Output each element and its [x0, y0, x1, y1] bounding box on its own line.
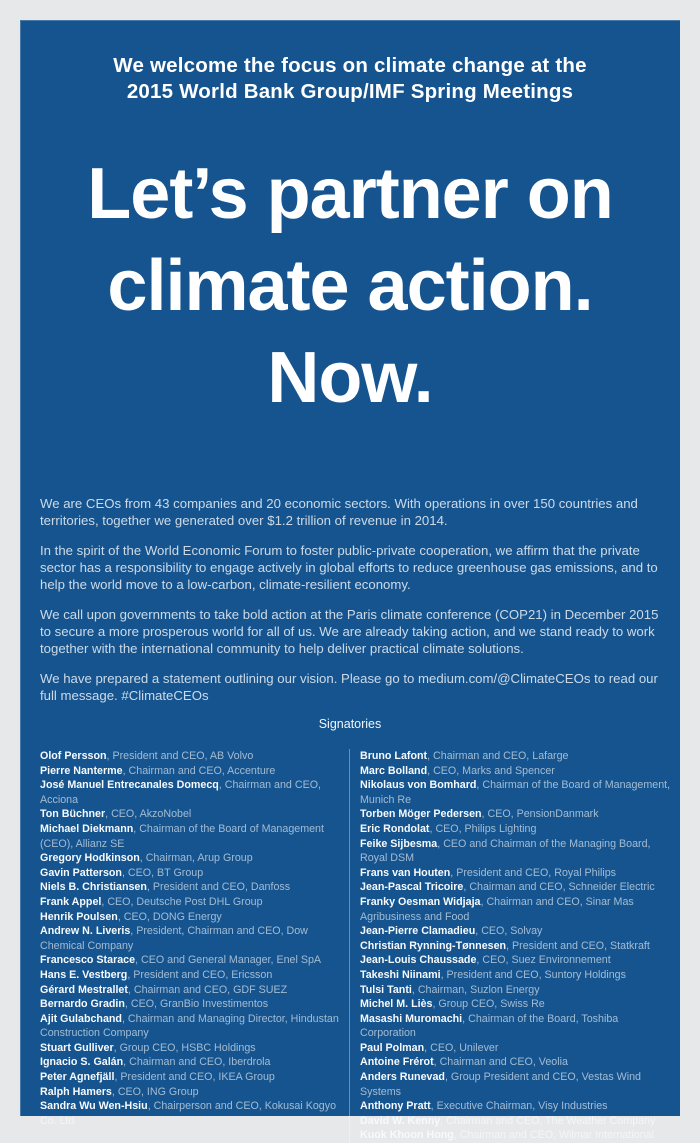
signatory-title: , CEO and General Manager, Enel SpA — [135, 954, 321, 966]
signatory-title: , CEO, Solvay — [475, 925, 542, 937]
signatory-item — [40, 866, 349, 881]
signatory-item — [360, 924, 673, 939]
signatory-item — [360, 807, 673, 822]
signatory-title: , Chairman and Managing Director, Hindustan Construction Company — [40, 1013, 339, 1040]
signatory-name: Anthony Pratt — [360, 1100, 431, 1113]
signatory-name: Masashi Muromachi — [360, 1012, 463, 1025]
signatory-title: , CEO, AkzoNobel — [105, 808, 191, 820]
body-copy — [40, 495, 660, 704]
signatory-name: Takeshi Niinami — [360, 968, 441, 981]
signatory-name: Bernardo Gradin — [40, 998, 125, 1011]
header-line-1: We welcome the focus on climate change at the — [113, 54, 587, 77]
signatory-name: Paul Polman — [360, 1041, 425, 1054]
signatory-title: , Chairman and CEO, Veolia — [434, 1056, 568, 1068]
headline-line-2: climate action. — [107, 246, 593, 326]
signatory-name: Ignacio S. Galán — [40, 1056, 124, 1069]
signatory-item — [40, 1070, 349, 1085]
signatory-item — [360, 953, 673, 968]
signatory-item — [40, 895, 349, 910]
headline-line-1: Let’s partner on — [87, 154, 613, 234]
signatories-heading: Signatories — [318, 717, 382, 731]
signatory-name: Tulsi Tanti — [360, 983, 412, 996]
signatory-item — [360, 866, 673, 881]
signatory-name: Niels B. Christiansen — [40, 881, 147, 894]
headline-line-3: Now. — [267, 338, 433, 418]
signatory-title: , Chairman and CEO, Wilmar International — [454, 1129, 654, 1141]
signatory-item — [360, 749, 673, 764]
signatory-name: Antoine Frérot — [360, 1056, 434, 1069]
signatory-name: Gavin Patterson — [40, 866, 122, 879]
signatory-title: , Chairman and CEO, Lafarge — [427, 750, 568, 762]
signatory-item — [360, 1012, 673, 1041]
signatory-item — [40, 910, 349, 925]
signatory-name: Anders Runevad — [360, 1071, 445, 1084]
signatory-title: , Chairman of the Board of Management, Munich Re — [360, 779, 670, 806]
signatory-title: , Group CEO, Swiss Re — [432, 998, 544, 1010]
signatory-name: Gérard Mestrallet — [40, 983, 128, 996]
signatory-item — [40, 749, 349, 764]
signatory-name: Francesco Starace — [40, 954, 136, 967]
signatory-title: , Group President and CEO, Vestas Wind Systems — [360, 1071, 641, 1098]
signatory-item — [360, 837, 673, 866]
signatory-title: , Chairman and CEO, Sinar Mas Agribusiness and Food — [360, 896, 634, 923]
signatory-item — [40, 983, 349, 998]
signatory-name: Sandra Wu Wen-Hsiu — [40, 1100, 148, 1113]
signatory-title: , CEO and Chairman of the Managing Board, Royal DSM — [360, 838, 651, 865]
signatory-item — [360, 880, 673, 895]
signatory-title: , President and CEO, Suntory Holdings — [441, 969, 626, 981]
signatory-item — [40, 1055, 349, 1070]
signatory-item — [360, 968, 673, 983]
signatory-name: Peter Agnefjäll — [40, 1071, 115, 1084]
signatory-item — [360, 1099, 673, 1114]
signatory-name: Gregory Hodkinson — [40, 852, 140, 865]
signatory-name: Franky Oesman Widjaja — [360, 895, 481, 908]
signatory-name: Frank Appel — [40, 895, 102, 908]
signatory-title: , Chairperson and CEO, Kokusai Kogyo Co. Ltd — [40, 1100, 336, 1127]
signatory-name: Hans E. Vestberg — [40, 968, 128, 981]
signatory-item — [40, 1099, 349, 1128]
signatory-title: , President and CEO, Statkraft — [506, 940, 650, 952]
signatory-item — [40, 968, 349, 983]
signatories-column-right — [360, 749, 673, 1143]
signatory-name: Olof Persson — [40, 750, 107, 762]
signatory-title: , CEO, Philips Lighting — [429, 823, 536, 835]
signatory-name: Feike Sijbesma — [360, 837, 438, 850]
signatory-title: , President and CEO, Danfoss — [147, 881, 290, 893]
header-line-2: 2015 World Bank Group/IMF Spring Meetings — [126, 80, 574, 103]
signatory-name: Ralph Hamers — [40, 1085, 112, 1098]
signatory-name: Stuart Gulliver — [40, 1041, 114, 1054]
signatory-item — [40, 1041, 349, 1056]
signatory-title: , Group CEO, HSBC Holdings — [114, 1042, 256, 1054]
signatory-title: , Chairman and CEO, Acciona — [40, 779, 321, 806]
signatory-title: , CEO, Marks and Spencer — [427, 765, 555, 777]
signatory-item — [360, 778, 673, 807]
signatory-item — [40, 997, 349, 1012]
signatory-item — [360, 939, 673, 954]
signatory-name: Ton Büchner — [40, 808, 106, 821]
signatory-title: , President and CEO, Royal Philips — [450, 867, 616, 879]
signatory-item — [40, 1012, 349, 1041]
column-divider — [349, 749, 350, 1143]
signatory-title: , CEO, GranBio Investimentos — [125, 998, 268, 1010]
signatory-item — [360, 1041, 673, 1056]
signatory-name: Henrik Poulsen — [40, 910, 118, 923]
body-paragraph: We call upon governments to take bold action at the Paris climate conference (COP21) in December 2015 to secure a more prosperous world for all of us. We are already taking action, and we stand ready to work together with the international community to help deliver practical climate solutions. — [40, 607, 659, 656]
signatory-name: Michael Diekmann — [40, 822, 134, 835]
signatory-title: , Chairman and CEO, The Weather Company — [440, 1115, 655, 1127]
signatory-item — [40, 880, 349, 895]
signatory-item — [40, 778, 349, 807]
signatory-name: Torben Möger Pedersen — [360, 808, 482, 821]
signatory-title: , Chairman, Suzlon Energy — [412, 984, 540, 996]
signatory-title: , Chairman and CEO, GDF SUEZ — [128, 984, 287, 996]
signatory-item — [360, 983, 673, 998]
signatory-title: , CEO, Unilever — [424, 1042, 498, 1054]
signatory-name: Christian Rynning-Tønnesen — [360, 939, 507, 952]
header-statement — [20, 53, 680, 105]
signatory-name: Ajit Gulabchand — [40, 1012, 122, 1025]
signatory-title: , President and CEO, IKEA Group — [114, 1071, 274, 1083]
body-paragraph: We have prepared a statement outlining our vision. Please go to medium.com/@ClimateCEOs to read our full message. #ClimateCEOs — [40, 671, 658, 703]
signatory-title: , CEO, Suez Environnement — [476, 954, 610, 966]
signatory-name: José Manuel Entrecanales Domecq — [40, 779, 219, 792]
headline — [20, 148, 680, 424]
signatory-name: Kuok Khoon Hong — [360, 1129, 454, 1142]
signatory-item — [360, 822, 673, 837]
signatory-item — [360, 1114, 673, 1129]
signatory-name: Bruno Lafont — [360, 750, 428, 762]
signatory-title: , CEO, ING Group — [112, 1086, 199, 1098]
signatory-item — [40, 764, 349, 779]
signatory-name: Jean-Pascal Tricoire — [360, 881, 464, 894]
signatory-title: , President and CEO, AB Volvo — [107, 750, 254, 762]
signatory-name: Marc Bolland — [360, 764, 428, 777]
signatories-column-left — [40, 749, 349, 1143]
signatory-title: , CEO, DONG Energy — [118, 911, 222, 923]
signatory-title: , Chairman and CEO, Accenture — [123, 765, 276, 777]
signatory-title: , Chairman of the Board, Toshiba Corporation — [360, 1013, 618, 1040]
signatory-name: Andrew N. Liveris — [40, 925, 131, 938]
signatory-title: , Chairman and CEO, Iberdrola — [123, 1056, 270, 1068]
signatory-item — [40, 851, 349, 866]
body-paragraph: In the spirit of the World Economic Forum to foster public-private cooperation, we affirm that the private sector has a responsibility to engage actively in global efforts to reduce greenhouse gas emissions, and to help the world move to a low-carbon, climate-resilient economy. — [40, 543, 658, 592]
signatory-item — [40, 822, 349, 851]
signatory-name: Jean-Louis Chaussade — [360, 954, 477, 967]
signatory-name: Michel M. Liès — [360, 998, 433, 1011]
signatory-item — [40, 807, 349, 822]
signatory-name: Jean-Pierre Clamadieu — [360, 925, 476, 938]
signatory-name: David W. Kenny — [360, 1114, 441, 1127]
signatory-item — [360, 895, 673, 924]
signatory-item — [360, 1055, 673, 1070]
poster-panel — [20, 20, 680, 1142]
signatory-item — [360, 1070, 673, 1099]
body-paragraph: We are CEOs from 43 companies and 20 economic sectors. With operations in over 150 countries and territories, together we generated over $1.2 trillion of revenue in 2014. — [40, 496, 638, 528]
signatory-item — [40, 953, 349, 968]
signatory-name: Frans van Houten — [360, 866, 451, 879]
signatory-title: , President, Chairman and CEO, Dow Chemical Company — [40, 925, 308, 952]
signatory-title: , Chairman, Arup Group — [140, 852, 253, 864]
signatory-title: , Chairman of the Board of Management (CEO), Allianz SE — [40, 823, 324, 850]
signatory-item — [360, 764, 673, 779]
signatory-title: , President and CEO, Ericsson — [127, 969, 272, 981]
signatories-columns — [40, 749, 673, 1143]
signatory-title: , CEO, BT Group — [122, 867, 203, 879]
signatory-item — [40, 1085, 349, 1100]
signatory-item — [40, 924, 349, 953]
signatory-title: , CEO, PensionDanmark — [482, 808, 599, 820]
signatory-name: Eric Rondolat — [360, 822, 430, 835]
signatory-name: Pierre Nanterme — [40, 764, 123, 777]
signatory-title: , Executive Chairman, Visy Industries — [431, 1100, 608, 1112]
signatory-title: , Chairman and CEO, Schneider Electric — [463, 881, 654, 893]
signatory-item — [360, 997, 673, 1012]
signatory-title: , CEO, Deutsche Post DHL Group — [101, 896, 262, 908]
signatory-name: Nikolaus von Bomhard — [360, 779, 477, 792]
